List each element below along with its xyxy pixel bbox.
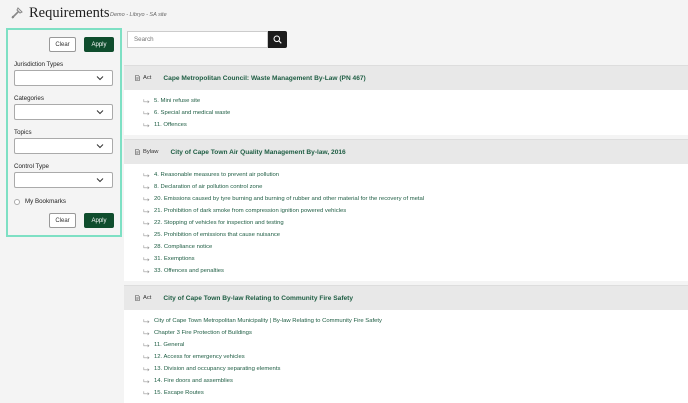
clear-button-bottom[interactable]: Clear bbox=[49, 213, 76, 228]
bookmarks-checkbox[interactable] bbox=[14, 199, 20, 205]
requirement-item-link[interactable]: 28. Compliance notice bbox=[154, 244, 213, 250]
requirement-item[interactable] bbox=[124, 181, 688, 193]
requirement-items bbox=[124, 164, 688, 281]
requirement-item[interactable] bbox=[124, 363, 688, 375]
apply-button-top[interactable]: Apply bbox=[84, 37, 114, 52]
document-type-label: Bylaw bbox=[143, 149, 159, 155]
document-title-link[interactable]: Cape Metropolitan Council: Waste Management By-Law (PN 467) bbox=[163, 74, 366, 82]
requirement-item[interactable] bbox=[124, 241, 688, 253]
requirement-item-link[interactable]: 15. Escape Routes bbox=[154, 390, 204, 396]
apply-button-bottom[interactable]: Apply bbox=[84, 213, 114, 228]
requirement-item-link[interactable]: 25. Prohibition of emissions that cause nuisance bbox=[154, 232, 281, 238]
return-arrow-icon bbox=[143, 355, 150, 360]
jurisdiction-types-select[interactable] bbox=[14, 70, 113, 86]
document-type-label: Act bbox=[143, 75, 152, 81]
topics-label: Topics bbox=[14, 129, 32, 136]
requirement-item[interactable] bbox=[124, 253, 688, 265]
return-arrow-icon bbox=[143, 209, 150, 214]
return-arrow-icon bbox=[143, 111, 150, 116]
return-arrow-icon bbox=[143, 367, 150, 372]
clear-button-top[interactable]: Clear bbox=[49, 37, 76, 52]
document-card bbox=[124, 65, 688, 135]
requirement-item[interactable] bbox=[124, 193, 688, 205]
requirements-list bbox=[124, 65, 688, 403]
document-header bbox=[124, 65, 688, 90]
filter-panel bbox=[6, 28, 122, 237]
control-type-select[interactable] bbox=[14, 172, 113, 188]
search-input[interactable] bbox=[127, 31, 268, 48]
requirement-item[interactable] bbox=[124, 351, 688, 363]
return-arrow-icon bbox=[143, 173, 150, 178]
requirement-item-link[interactable]: 33. Offences and penalties bbox=[154, 268, 224, 274]
requirement-item[interactable] bbox=[124, 315, 688, 327]
return-arrow-icon bbox=[143, 221, 150, 226]
return-arrow-icon bbox=[143, 99, 150, 104]
chevron-down-icon bbox=[96, 108, 104, 116]
document-icon bbox=[135, 295, 140, 301]
return-arrow-icon bbox=[143, 391, 150, 396]
chevron-down-icon bbox=[96, 142, 104, 150]
requirement-item-link[interactable]: 21. Prohibition of dark smoke from compression ignition powered vehicles bbox=[154, 208, 347, 214]
requirement-item[interactable] bbox=[124, 95, 688, 107]
requirement-item-link[interactable]: 8. Declaration of air pollution control zone bbox=[154, 184, 263, 190]
requirement-item-link[interactable]: 5. Mini refuse site bbox=[154, 98, 201, 104]
requirement-item-link[interactable]: 14. Fire doors and assemblies bbox=[154, 378, 233, 384]
return-arrow-icon bbox=[143, 245, 150, 250]
document-type bbox=[135, 295, 151, 301]
document-icon bbox=[135, 149, 140, 155]
requirement-item[interactable] bbox=[124, 169, 688, 181]
jurisdiction-types-label: Jurisdiction Types bbox=[14, 61, 64, 68]
control-type-label: Control Type bbox=[14, 163, 49, 170]
search-button[interactable] bbox=[268, 31, 287, 48]
chevron-down-icon bbox=[96, 176, 104, 184]
search-icon bbox=[273, 35, 282, 44]
return-arrow-icon bbox=[143, 269, 150, 274]
requirement-item[interactable] bbox=[124, 217, 688, 229]
document-header bbox=[124, 285, 688, 310]
return-arrow-icon bbox=[143, 185, 150, 190]
requirement-item[interactable] bbox=[124, 375, 688, 387]
requirement-item[interactable] bbox=[124, 339, 688, 351]
requirement-item-link[interactable]: City of Cape Town Metropolitan Municipality | By-law Relating to Community Fire Safety bbox=[154, 318, 382, 324]
document-type-label: Act bbox=[143, 295, 152, 301]
return-arrow-icon bbox=[143, 233, 150, 238]
topics-select[interactable] bbox=[14, 138, 113, 154]
tools-icon bbox=[9, 5, 25, 21]
requirement-item[interactable] bbox=[124, 327, 688, 339]
document-type bbox=[135, 75, 151, 81]
requirement-item-link[interactable]: 11. Offences bbox=[154, 122, 187, 128]
return-arrow-icon bbox=[143, 331, 150, 336]
requirement-item[interactable] bbox=[124, 107, 688, 119]
return-arrow-icon bbox=[143, 257, 150, 262]
chevron-down-icon bbox=[96, 74, 104, 82]
categories-select[interactable] bbox=[14, 104, 113, 120]
document-title-link[interactable]: City of Cape Town Air Quality Management By-law, 2016 bbox=[170, 148, 346, 156]
page-header bbox=[0, 0, 688, 28]
return-arrow-icon bbox=[143, 319, 150, 324]
requirement-item-link[interactable]: 12. Access for emergency vehicles bbox=[154, 354, 245, 360]
site-name: Demo - Libryo - SA site bbox=[110, 12, 167, 18]
requirement-item-link[interactable]: 13. Division and occupancy separating elements bbox=[154, 366, 281, 372]
requirement-item-link[interactable]: 6. Special and medical waste bbox=[154, 110, 231, 116]
requirement-items bbox=[124, 310, 688, 403]
document-header bbox=[124, 139, 688, 164]
return-arrow-icon bbox=[143, 197, 150, 202]
requirement-items bbox=[124, 90, 688, 135]
requirement-item[interactable] bbox=[124, 265, 688, 277]
requirement-item[interactable] bbox=[124, 119, 688, 131]
requirement-item-link[interactable]: 20. Emissions caused by tyre burning and burning of rubber and other material for the recovery of metal bbox=[154, 196, 425, 202]
document-card bbox=[124, 285, 688, 403]
requirement-item-link[interactable]: Chapter 3 Fire Protection of Buildings bbox=[154, 330, 252, 336]
bookmarks-label: My Bookmarks bbox=[25, 198, 66, 205]
document-icon bbox=[135, 75, 140, 81]
document-type bbox=[135, 149, 158, 155]
requirement-item[interactable] bbox=[124, 205, 688, 217]
page-title: Requirements bbox=[29, 5, 110, 21]
return-arrow-icon bbox=[143, 343, 150, 348]
requirement-item[interactable] bbox=[124, 387, 688, 399]
requirement-item-link[interactable]: 4. Reasonable measures to prevent air pollution bbox=[154, 172, 280, 178]
categories-label: Categories bbox=[14, 95, 44, 102]
requirement-item[interactable] bbox=[124, 229, 688, 241]
document-title-link[interactable]: City of Cape Town By-law Relating to Community Fire Safety bbox=[163, 294, 354, 302]
requirement-item-link[interactable]: 31. Exemptions bbox=[154, 256, 195, 262]
bookmarks-filter[interactable] bbox=[14, 198, 66, 205]
requirement-item-link[interactable]: 22. Stopping of vehicles for inspection and testing bbox=[154, 220, 284, 226]
requirement-item-link[interactable]: 11. General bbox=[154, 342, 185, 348]
search-bar bbox=[127, 31, 287, 48]
return-arrow-icon bbox=[143, 379, 150, 384]
document-card bbox=[124, 139, 688, 281]
return-arrow-icon bbox=[143, 123, 150, 128]
